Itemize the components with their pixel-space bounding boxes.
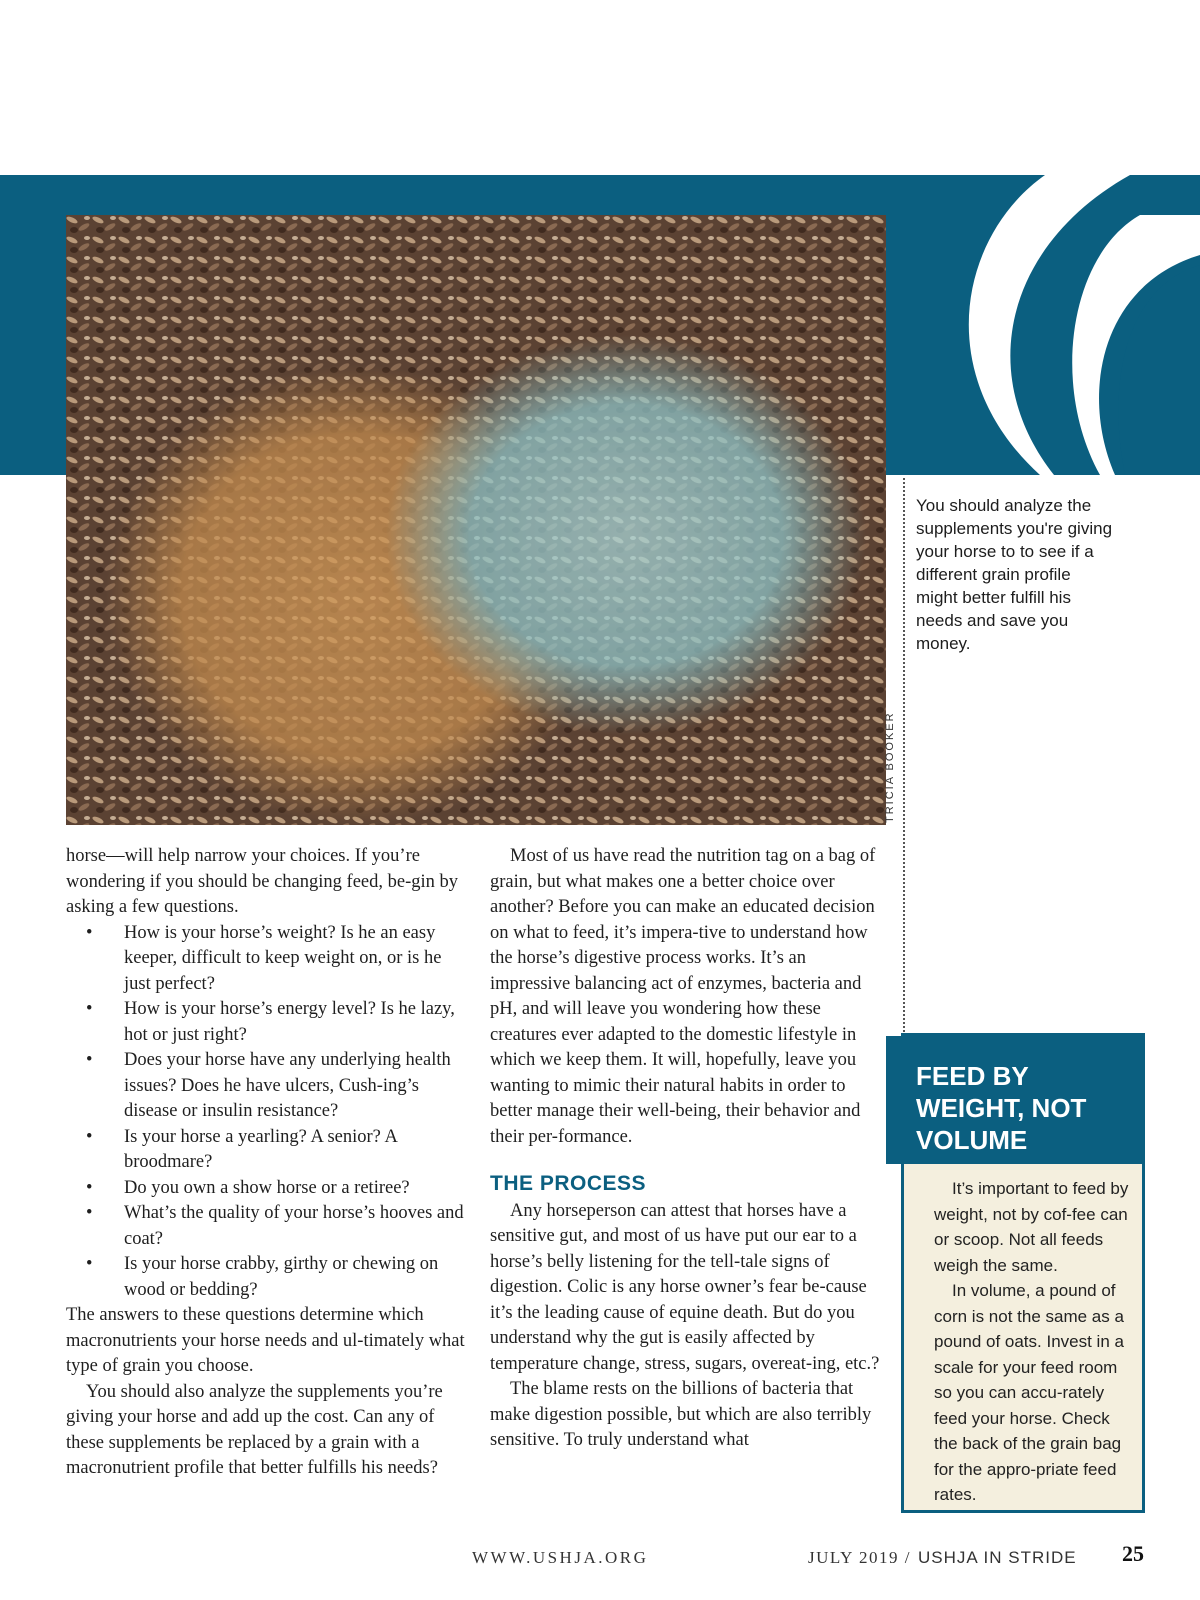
bullet-icon: • xyxy=(86,1050,93,1070)
supplements-paragraph: You should also analyze the supplements you’re giving your horse and add up the cost. Can any of these supplements be replaced by a grain with a macronutrient profile that better fulfills his needs? xyxy=(66,1381,443,1478)
bullet-icon: • xyxy=(86,1254,93,1274)
grain-photo-icon xyxy=(66,215,886,825)
bullet-icon: • xyxy=(86,922,93,943)
footer-issue: JULY 2019 / xyxy=(808,1548,911,1567)
feed-sidebar xyxy=(901,1033,1145,1513)
sidebar-title: FEED BY WEIGHT, NOT VOLUME xyxy=(916,1061,1087,1155)
list-item: • Do you own a show horse or a retiree? xyxy=(66,1176,466,1202)
intro-paragraph: horse—will help narrow your choices. If you’re wondering if you should be changing feed, be-gin by asking a few questions. xyxy=(66,846,459,917)
page-number: 25 xyxy=(1122,1541,1144,1566)
process-paragraph: Any horseperson can attest that horses have a sensitive gut, and most of us have put our ear to a horse’s belly listening for the tell-tale signs of digestion. Colic is any horse owner’s fear be-cause it’s the leading cause of equine death. But do you understand why the gut is easily affected by temperature change, stress, sugars, overeat-ing, etc.? xyxy=(490,1200,880,1374)
sidebar-paragraph: In volume, a pound of corn is not the same as a pound of oats. Invest in a scale for your feed room so you can accu-rately feed your horse. Check the back of the grain bag for the appro-priate feed rates. xyxy=(934,1281,1124,1504)
list-item: • Is your horse a yearling? A senior? A broodmare? xyxy=(86,1126,397,1172)
answers-paragraph: The answers to these questions determine which macronutrients your horse needs and ul-timately what type of grain you choose. xyxy=(66,1305,465,1376)
nutrition-paragraph: Most of us have read the nutrition tag on a bag of grain, but what makes one a better choice over another? Before you can make an educated decision on what to feed, it’s impera-tive to understand how the horse’s digestive process works. It’s an impressive balancing act of enzymes, bacteria and pH, and will leave you wondering how these creatures ever adapted to the domestic lifestyle in which we keep them. It will, hopefully, leave you wanting to mimic their natural habits in order to better manage their well-being, their behavior and their per-formance. xyxy=(490,846,876,1147)
bullet-icon: • xyxy=(86,1126,93,1147)
footer-publication: USHJA IN STRIDE xyxy=(918,1548,1077,1567)
grain-photo xyxy=(66,215,886,825)
article-column-2 xyxy=(490,844,885,1454)
sidebar-header xyxy=(886,1036,1145,1164)
sidebar-body xyxy=(934,1176,1136,1508)
photo-caption: You should analyze the supplements you're giving your horse to to see if a different grain profile might better fulfill his needs and save you money. xyxy=(916,496,1113,653)
list-item: • How is your horse’s weight? Is he an easy keeper, difficult to keep weight on, or is he just perfect? xyxy=(86,922,442,994)
list-item: • Is your horse crabby, girthy or chewing on wood or bedding? xyxy=(86,1254,439,1300)
question-list xyxy=(66,921,466,1304)
bullet-icon: • xyxy=(86,999,93,1019)
bullet-icon: • xyxy=(86,1177,93,1198)
list-item: • What’s the quality of your horse’s hooves and coat? xyxy=(86,1203,464,1249)
decorative-swoosh xyxy=(930,175,1200,475)
list-item: • How is your horse’s energy level? Is he lazy, hot or just right? xyxy=(86,999,455,1045)
bacteria-paragraph: The blame rests on the billions of bacteria that make digestion possible, but which are also terribly sensitive. To truly understand what xyxy=(490,1379,872,1450)
section-heading: THE PROCESS xyxy=(490,1172,647,1195)
footer-url: WWW.USHJA.ORG xyxy=(472,1548,649,1567)
sidebar-paragraph: It’s important to feed by weight, not by cof-fee can or scoop. Not all feeds weigh the same. xyxy=(934,1179,1129,1275)
article-column-1 xyxy=(66,844,466,1482)
photo-credit: TRICIA BOOKER xyxy=(884,711,896,823)
list-item: • Does your horse have any underlying health issues? Does he have ulcers, Cush-ing’s disease or insulin resistance? xyxy=(86,1050,451,1121)
bullet-icon: • xyxy=(86,1203,93,1223)
